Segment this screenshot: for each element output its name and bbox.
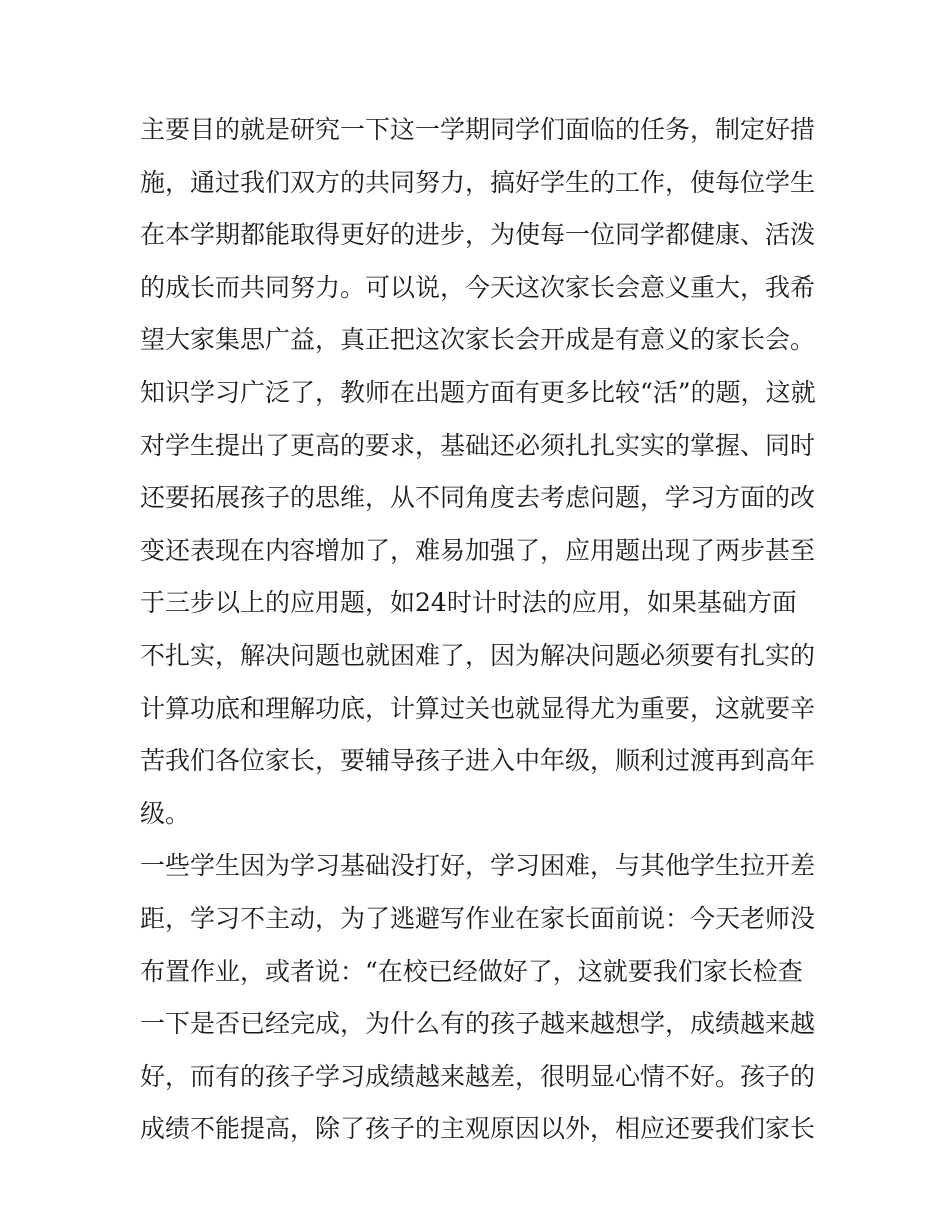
text-line-8: 还要拓展孩子的思维，从不同角度去考虑问题，学习方面的改 — [140, 483, 816, 513]
text-line-1: 主要目的就是研究一下这一学期同学们面临的任务，制定好措 — [140, 115, 816, 144]
document-body — [140, 104, 830, 1156]
text-line-17: 布置作业，或者说：“在校已经做好了，这就要我们家长检查 — [140, 956, 803, 986]
text-line-9: 变还表现在内容增加了，难易加强了，应用题出现了两步甚至 — [140, 535, 816, 565]
text-line-19: 好，而有的孩子学习成绩越来越差，很明显心情不好。孩子的 — [140, 1061, 816, 1091]
text-line-5: 望大家集思广益，真正把这次家长会开成是有意义的家长会。 — [140, 325, 816, 355]
text-line-16: 距，学习不主动，为了逃避写作业在家长面前说：今天老师没 — [140, 903, 816, 933]
text-line-7: 对学生提出了更高的要求，基础还必须扎扎实实的掌握、同时 — [140, 430, 816, 460]
text-line-3: 在本学期都能取得更好的进步，为使每一位同学都健康、活泼 — [140, 220, 816, 250]
text-line-15: 一些学生因为学习基础没打好，学习困难，与其他学生拉开差 — [140, 851, 816, 881]
text-line-20: 成绩不能提高，除了孩子的主观原因以外，相应还要我们家长 — [140, 1114, 816, 1144]
text-line-13: 苦我们各位家长，要辅导孩子进入中年级，顺利过渡再到高年 — [140, 746, 816, 776]
text-line-12: 计算功底和理解功底，计算过关也就显得尤为重要，这就要辛 — [140, 693, 816, 723]
text-line-14: 级。 — [140, 798, 191, 828]
text-line-4: 的成长而共同努力。可以说，今天这次家长会意义重大，我希 — [140, 272, 816, 302]
text-line-11: 不扎实，解决问题也就困难了，因为解决问题必须要有扎实的 — [140, 640, 816, 670]
text-line-2: 施，通过我们双方的共同努力，搞好学生的工作，使每位学生 — [140, 167, 816, 197]
text-line-6: 知识学习广泛了，教师在出题方面有更多比较“活”的题，这就 — [140, 377, 816, 407]
text-line-10: 于三步以上的应用题，如24时计时法的应用，如果基础方面 — [140, 588, 797, 618]
text-line-18: 一下是否已经完成，为什么有的孩子越来越想学，成绩越来越 — [140, 1009, 816, 1039]
